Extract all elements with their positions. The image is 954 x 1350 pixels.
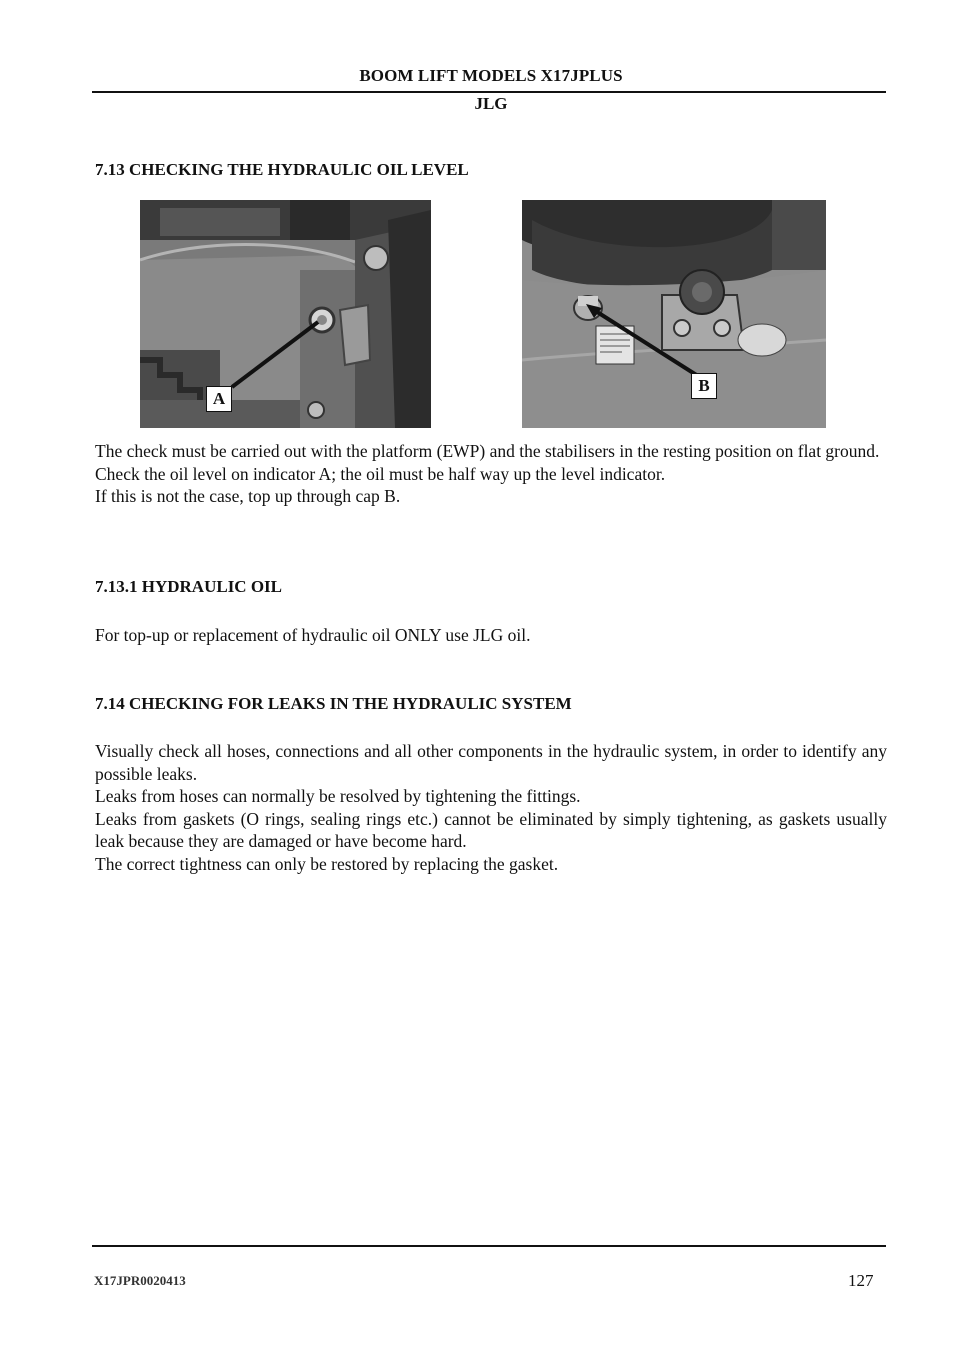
text-visual-check: Visually check all hoses, connections and all other components in the hydraulic system, in order to identify any possible leaks. [95,741,887,784]
text-top-up: If this is not the case, top up through cap B. [95,486,401,506]
photo-filler-cap [522,200,826,428]
brand-name: JLG [474,94,508,113]
text-check-conditions: The check must be carried out with the platform (EWP) and the stabilisers in the resting position on flat ground. [95,441,880,461]
section-heading-7-13: 7.13 CHECKING THE HYDRAULIC OIL LEVEL [95,160,469,179]
text-check-oil-level: Check the oil level on indicator A; the oil must be half way up the level indicator. [95,463,666,484]
text-jlg-oil-only: For top-up or replacement of hydraulic oil ONLY use JLG oil. [95,625,531,645]
document-title: BOOM LIFT MODELS X17JPLUS [359,66,623,85]
document-code: X17JPR0020413 [94,1273,186,1288]
header-rule [92,91,886,93]
text-hose-leaks: Leaks from hoses can normally be resolved by tightening the fittings. [95,786,581,806]
text-replace-gasket: The correct tightness can only be restored by replacing the gasket. [95,853,559,874]
text-gasket-leaks: Leaks from gaskets (O rings, sealing rings etc.) cannot be eliminated by simply tightening, as gaskets usually leak because they are damaged or have become hard. [95,808,887,851]
footer-rule [92,1245,886,1247]
page-number: 127 [848,1271,874,1290]
callout-label-b: B [691,373,717,399]
paragraph-check-conditions [95,440,887,508]
photo-oil-level-indicator [140,200,431,428]
paragraph-hydraulic-oil [95,624,887,647]
section-heading-7-13-1: 7.13.1 HYDRAULIC OIL [95,577,283,596]
filler-cap-illustration [522,200,826,428]
oil-level-indicator-illustration [140,200,431,428]
callout-label-a: A [206,386,232,412]
section-heading-7-14: 7.14 CHECKING FOR LEAKS IN THE HYDRAULIC SYSTEM [95,694,572,713]
paragraph-leak-check [95,740,887,875]
